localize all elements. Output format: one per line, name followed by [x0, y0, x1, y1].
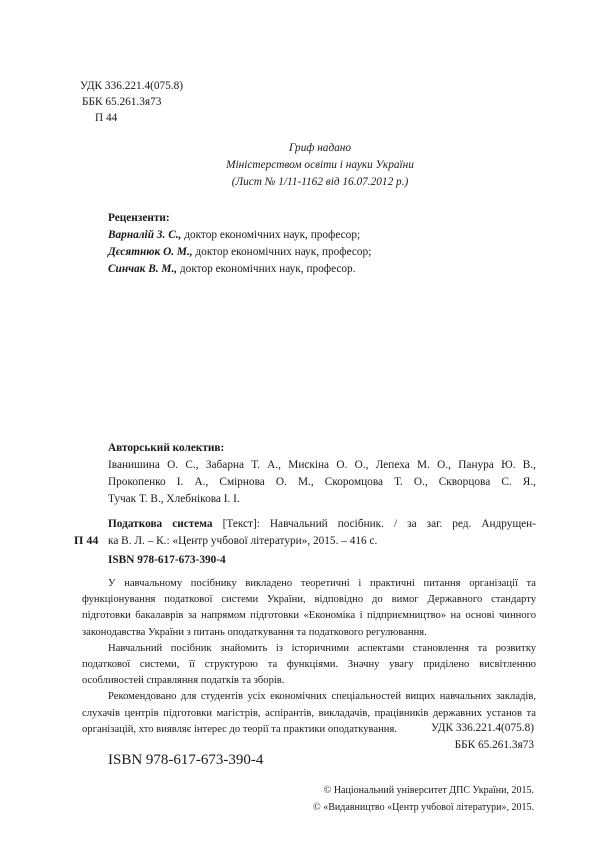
authors-line: Прокопенко І. А., Смірнова О. М., Скоромцова Т. О., Скворцова С. Я.,: [108, 476, 536, 488]
grif-block: [200, 140, 440, 191]
copyright-line: © Національний університет ДПС України, 2015.: [323, 785, 534, 796]
bbk-code: ББК 65.261.3я73: [82, 96, 162, 108]
isbn-bold: ISBN 978-617-673-390-4: [108, 554, 226, 566]
footer-udk: УДК 336.221.4(075.8): [430, 722, 534, 734]
bibliography: [108, 516, 536, 569]
reviewers-heading: Рецензенти:: [108, 212, 170, 224]
authors-heading: Авторський колектив:: [108, 442, 225, 454]
abstract-paragraph: Рекомендовано для студентів усіх економічних спеціальностей вищих навчальних закладів, слухачів центрів підготовки магістрів, аспірантів, викладачів, працівників державних установ та організацій, хто виявляє інтерес до теорії та практики оподаткування.: [82, 691, 536, 735]
udk-code: УДК 336.221.4(075.8): [80, 80, 184, 92]
abstract-paragraph: У навчальному посібнику викладено теоретичні і практичні питання організації та функціонування податкової системи України, відповідно до вимог Державного стандарту підготовки бакалаврів за напрямом підготовки «Економіка і підприємництво» на основі чинного законодавства України з питань оподаткування та податкового регулювання.: [82, 578, 536, 638]
abstract-paragraph: Навчальний посібник знайомить із історичними аспектами становлення та розвитку податкової системи, її структурою та функціями. Значну увагу приділено висвітленню особливостей справляння податків та зборів.: [82, 642, 536, 687]
author-mark: П 44: [95, 112, 118, 124]
authors-line: Іванишина О. С., Забарна Т. А., Мискіна О. О., Лепеха М. О., Панура Ю. В.,: [108, 459, 536, 471]
reviewer: Варналій З. С., доктор економічних наук, професор;: [108, 229, 361, 241]
footer-isbn: ISBN 978-617-673-390-4: [108, 752, 264, 768]
footer-codes: [431, 720, 534, 754]
grif-line: (Лист № 1/11-1162 від 16.07.2012 р.): [231, 176, 409, 188]
authors-line: Тучак Т. В., Хлебнікова І. І.: [108, 493, 240, 505]
reviewer: Дєсятнюк О. М., доктор економічних наук, професор;: [108, 246, 372, 258]
copyrights: [313, 782, 534, 816]
copyright-line: © «Видавництво «Центр учбової літератури», 2015.: [313, 802, 534, 813]
footer-bbk: ББК 65.261.3я73: [454, 739, 534, 751]
reviewer: Синчак В. М., доктор економічних наук, професор.: [108, 263, 356, 275]
bibliography-line: ка В. Л. – К.: «Центр учбової літератури», 2015. – 416 с.: [108, 535, 378, 547]
authors: [108, 440, 536, 508]
grif-line: Міністерством освіти і науки України: [226, 159, 414, 171]
bibliography-line: Податкова система [Текст]: Навчальний посібник. / за заг. ред. Андрущен-: [108, 518, 536, 530]
bibliography-code: П 44: [74, 533, 99, 547]
grif-line: Гриф надано: [288, 142, 352, 154]
abstract: [82, 576, 536, 738]
reviewers: [108, 210, 371, 278]
